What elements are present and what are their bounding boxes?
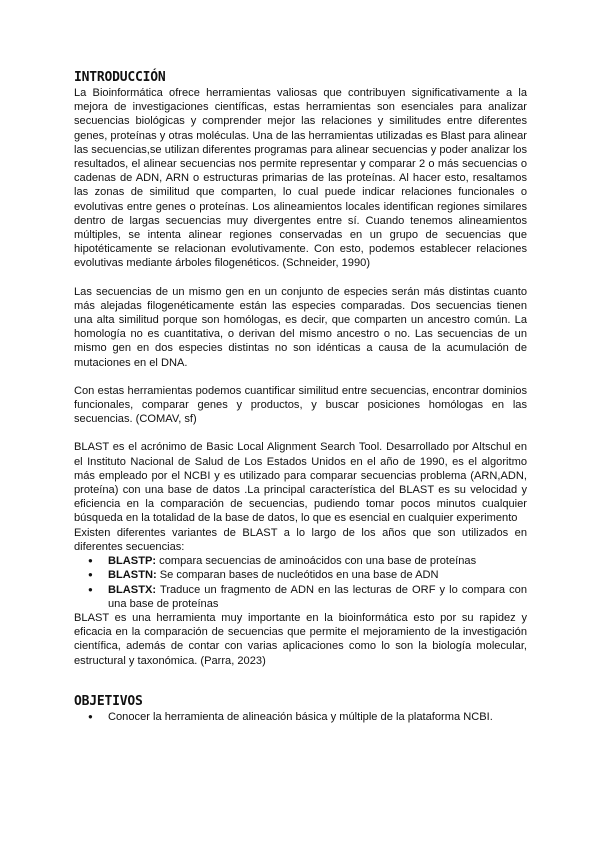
variant-desc: Se comparan bases de nucleótidos en una base de ADN (156, 569, 439, 582)
intro-heading: INTRODUCCIÓN (74, 70, 166, 85)
variant-name: BLASTN: (108, 569, 157, 582)
intro-paragraph-4: BLAST es el acrónimo de Basic Local Alignment Search Tool. Desarrollado por Altschul en el Instituto Nacional de Salud de Los Estados Unidos en el año de 1990, es el algoritmo más empleado por el NCBI y es utilizado para comparar secuencias problema (ARN,ADN, proteína) con una base de datos .La principal característica del BLAST es su velocidad y eficiencia en la comparación de secuencias, pudiendo tomar pocos minutos cualquier búsqueda en la totalidad de la base de datos, lo que es esencial en cualquier experimento (74, 441, 527, 525)
variant-desc: compara secuencias de aminoácidos con una base de proteínas (156, 555, 477, 568)
intro-paragraph-1: La Bioinformática ofrece herramientas valiosas que contribuyen significativamente a la mejora de investigaciones científicas, estas herramientas son esenciales para analizar secuencias biológicas y comprender mejor las relaciones y similitudes entre diferentes genes, proteínas y otras moléculas. Una de las herramientas utilizadas es Blast para alinear las secuencias,se utilizan diferentes programas para alinear secuencias y poder analizar los resultados, el alinear secuencias nos permite representar y comparar 2 o más secuencias o cadenas de ADN, ARN o estructuras primarias de las proteínas. Al hacer esto, resaltamos las zonas de similitud que comparten, lo cual puede indicar relaciones funcionales o evolutivas entre genes o proteínas. Los alineamientos locales identifican regiones similares dentro de largas secuencias muy divergentes entre sí. Cuando tenemos alineamientos múltiples, se intenta alinear regiones conservadas en un grupo de secuencias que hipotéticamente se relacionan evolutivamente. Con esto, podemos establecer relaciones evolutivas mediante árboles filogenéticos. (Schneider, 1990) (74, 87, 527, 270)
document-page (74, 70, 527, 724)
blast-variants-list (74, 554, 527, 611)
list-item (108, 583, 527, 611)
variant-name: BLASTP: (108, 555, 157, 568)
intro-paragraph-5: Existen diferentes variantes de BLAST a lo largo de los años que son utilizados en diferentes secuencias: (74, 526, 527, 553)
variant-desc: Traduce un fragmento de ADN en las lecturas de ORF y lo compara con una base de proteínas (108, 583, 527, 610)
objectives-heading: OBJETIVOS (74, 693, 143, 709)
intro-paragraph-3: Con estas herramientas podemos cuantificar similitud entre secuencias, encontrar dominios funcionales, comparar genes y productos, y buscar posiciones homólogas en las secuencias. (COMAV, sf) (74, 384, 527, 426)
list-item: ● Conocer la herramienta de alineación básica y múltiple de la plataforma NCBI. (108, 710, 527, 724)
list-item (108, 554, 527, 568)
list-item (108, 568, 527, 582)
intro-closing-paragraph: BLAST es una herramienta muy importante en la bioinformática esto por su rapidez y eficacia en la comparación de secuencias que permite el mejoramiento de la investigación científica, además de contar con varias aplicaciones como lo son la biología molecular, estructural y taxonómica. (Parra, 2023) (74, 611, 527, 667)
objectives-list (74, 710, 527, 724)
intro-paragraph-2: Las secuencias de un mismo gen en un conjunto de especies serán más distintas cuanto más alejadas filogenéticamente están las especies comparadas. Dos secuencias tienen una alta similitud porque son homólogas, es decir, que comparten un ancestro común. La homología no es cuantitativa, o derivan del mismo ancestro o no. Las secuencias de un mismo gen en dos especies distintas no son idénticas a causa de la acumulación de mutaciones en el DNA. (74, 285, 527, 369)
variant-name: BLASTX: (108, 583, 157, 596)
